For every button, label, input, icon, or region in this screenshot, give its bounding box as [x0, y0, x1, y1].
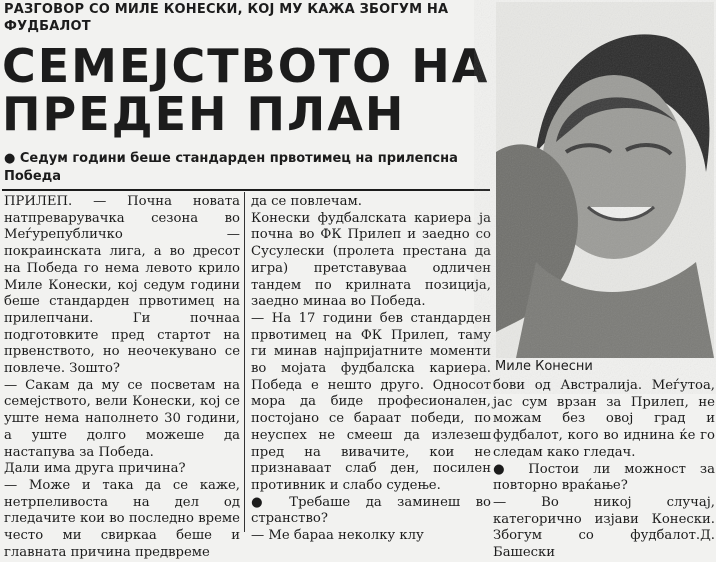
headline: СЕМЕЈСТВОТО НА ПРЕДЕН ПЛАН	[2, 39, 490, 141]
subheadline: ● Седум години беше стандарден првотимец на прилепсна Победа	[4, 151, 458, 184]
column-divider	[244, 192, 245, 532]
portrait-image	[496, 2, 714, 358]
photo-caption: Миле Конесни	[495, 359, 593, 374]
article-column-1: ПРИЛЕП. — Почна новата натпреварувачка сезона во Меѓурепубличко — покраинската лига, а во дресот на Победа го нема левото крило Миле Конески, кој седум години беше стандарден првотимец на прилепчани. Ги почнаа подготовките пред стартот на првенството, но неочекувано се повлече. Зошто? — Сакам да му се посветам на семејството, вели Конески, кој се уште нема наполнето 30 години, а уште долго можеше да настапува за Победа. Дали има друга причина? — Може и така да се каже, нетрпеливоста на дел од гледачите кои во последно време често ми свиркаа беше и главната причина предвреме	[4, 194, 240, 560]
kicker-title: РАЗГОВОР СО МИЛЕ КОНЕСКИ, КОЈ МУ КАЖА ЗБОГУМ НА ФУДБАЛОТ	[4, 2, 449, 34]
player-photo	[496, 2, 714, 358]
article-column-2: да се повлечам. Конески фудбалската кариера ја почна во ФК Прилеп и заедно со Сусулески (пролета престана да игра) претставуваа одличен тандем по крилната позиција, заедно минаа во Победа. — На 17 години бев стандарден првотимец на ФК Прилеп, таму ги минав најпријатните моменти во мојата фудбалска кариера. Победа е нешто друго. Односот мора да биде професионален, постојано се бараат победи, по неуспех не смееш да излезеш пред на вивачите, кои не признаваат слаб ден, посилен противник и слабо судење. ● Требаше да заминеш во странство? — Ме бараа неколку клу	[251, 194, 491, 544]
article-column-3: бови од Австралија. Меѓутоа, јас сум врзан за Прилеп, не можам без овој град и фудбалот, кого во иднина ќе го следам како гледач. ● Постои ли можност за повторно враќање? — Во никој случај, категорично изјави Конески. Збогум со фудбалот.Д. Башески	[493, 378, 715, 561]
divider	[2, 189, 490, 191]
